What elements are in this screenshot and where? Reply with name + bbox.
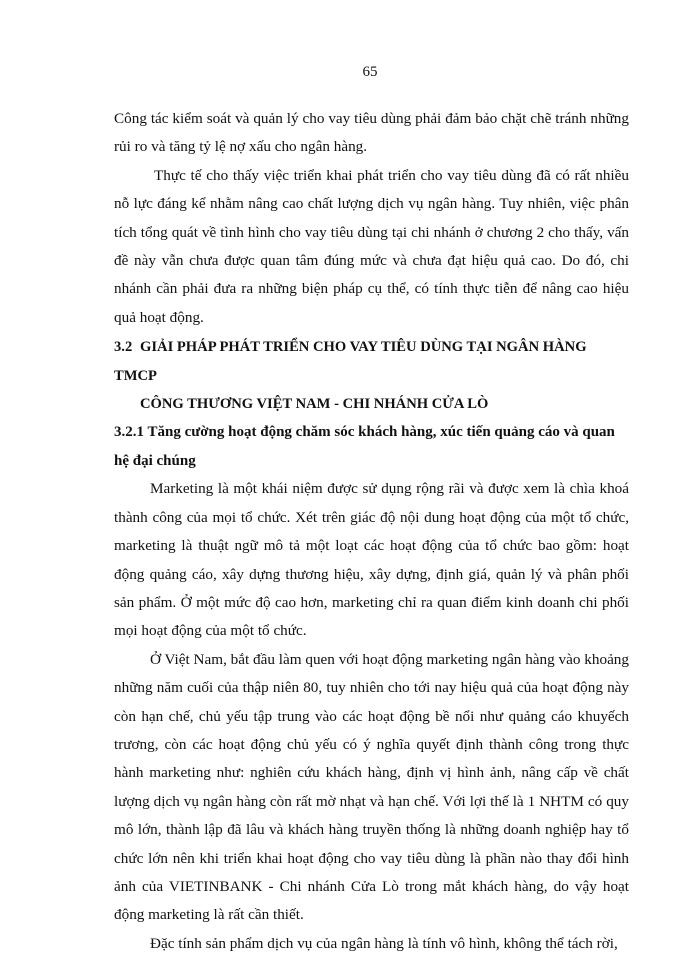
paragraph-vietnam-marketing: Ở Việt Nam, bắt đầu làm quen với hoạt động marketing ngân hàng vào khoảng những năm cuối của thập niên 80, tuy nhiên cho tới nay hiệu quả của hoạt động này còn hạn chế, chủ yếu tập trung vào các hoạt động bề nổi như quảng cáo khuyếch trương, còn các hoạt động chủ yếu có ý nghĩa quyết định thành công trong thực hành marketing như: nghiên cứu khách hàng, định vị hình ảnh, nâng cấp về chất lượng dịch vụ ngân hàng còn rất mờ nhạt và hạn chế. Với lợi thế là 1 NHTM có quy mô lớn, thành lập đã lâu và khách hàng truyền thống là những doanh nghiệp hay tổ chức lớn nên khi triển khai hoạt động cho vay tiêu dùng là phần nào thay đổi hình ảnh của VIETINBANK - Chi nhánh Cửa Lò trong mắt khách hàng, do vậy hoạt động marketing là rất cần thiết. [114,650,629,924]
section-heading-line1: GIẢI PHÁP PHÁT TRIỂN CHO VAY TIÊU DÙNG TẠI NGÂN HÀNG TMCP [114,339,587,384]
section-heading [114,333,629,418]
section-heading-line2: CÔNG THƯƠNG VIỆT NAM - CHI NHÁNH CỬA LÒ [140,396,489,413]
paragraph-marketing-definition: Marketing là một khái niệm được sử dụng rộng rãi và được xem là chìa khoá thành công của mọi tổ chức. Xét trên giác độ nội dung hoạt động của một tổ chức, marketing là thuật ngữ mô tả một loạt các hoạt động của tổ chức bao gồm: hoạt động quảng cáo, xây dựng thương hiệu, xây dựng, định giá, quản lý và phân phối sản phẩm. Ở một mức độ cao hơn, marketing chỉ ra quan điểm kinh doanh chi phối mọi hoạt động của một tổ chức. [114,480,629,640]
page-number: 65 [362,64,378,80]
paragraph-service-characteristics: Đặc tính sản phẩm dịch vụ của ngân hàng là tính vô hình, không thể tách rời, [150,934,618,952]
paragraph-control-risk: Công tác kiểm soát và quản lý cho vay tiêu dùng phải đảm bảo chặt chẽ tránh những rủi ro và tăng tỷ lệ nợ xấu cho ngân hàng. [114,110,629,156]
page-body [114,105,629,958]
subsection-heading: 3.2.1 Tăng cường hoạt động chăm sóc khách hàng, xúc tiến quảng cáo và quan hệ đại chúng [114,424,615,469]
section-heading-number: 3.2 [114,339,133,356]
paragraph-reality: Thực tế cho thấy việc triển khai phát triển cho vay tiêu dùng đã có rất nhiều nỗ lực đáng kể nhằm nâng cao chất lượng dịch vụ ngân hàng. Tuy nhiên, việc phân tích tổng quát về tình hình cho vay tiêu dùng tại chi nhánh ở chương 2 cho thấy, vấn đề này vẫn chưa được quan tâm đúng mức và chưa đạt hiệu quả cao. Do đó, chi nhánh cần phải đưa ra những biện pháp cụ thể, có tính thực tiễn để nâng cao hiệu quả hoạt động. [114,166,629,326]
